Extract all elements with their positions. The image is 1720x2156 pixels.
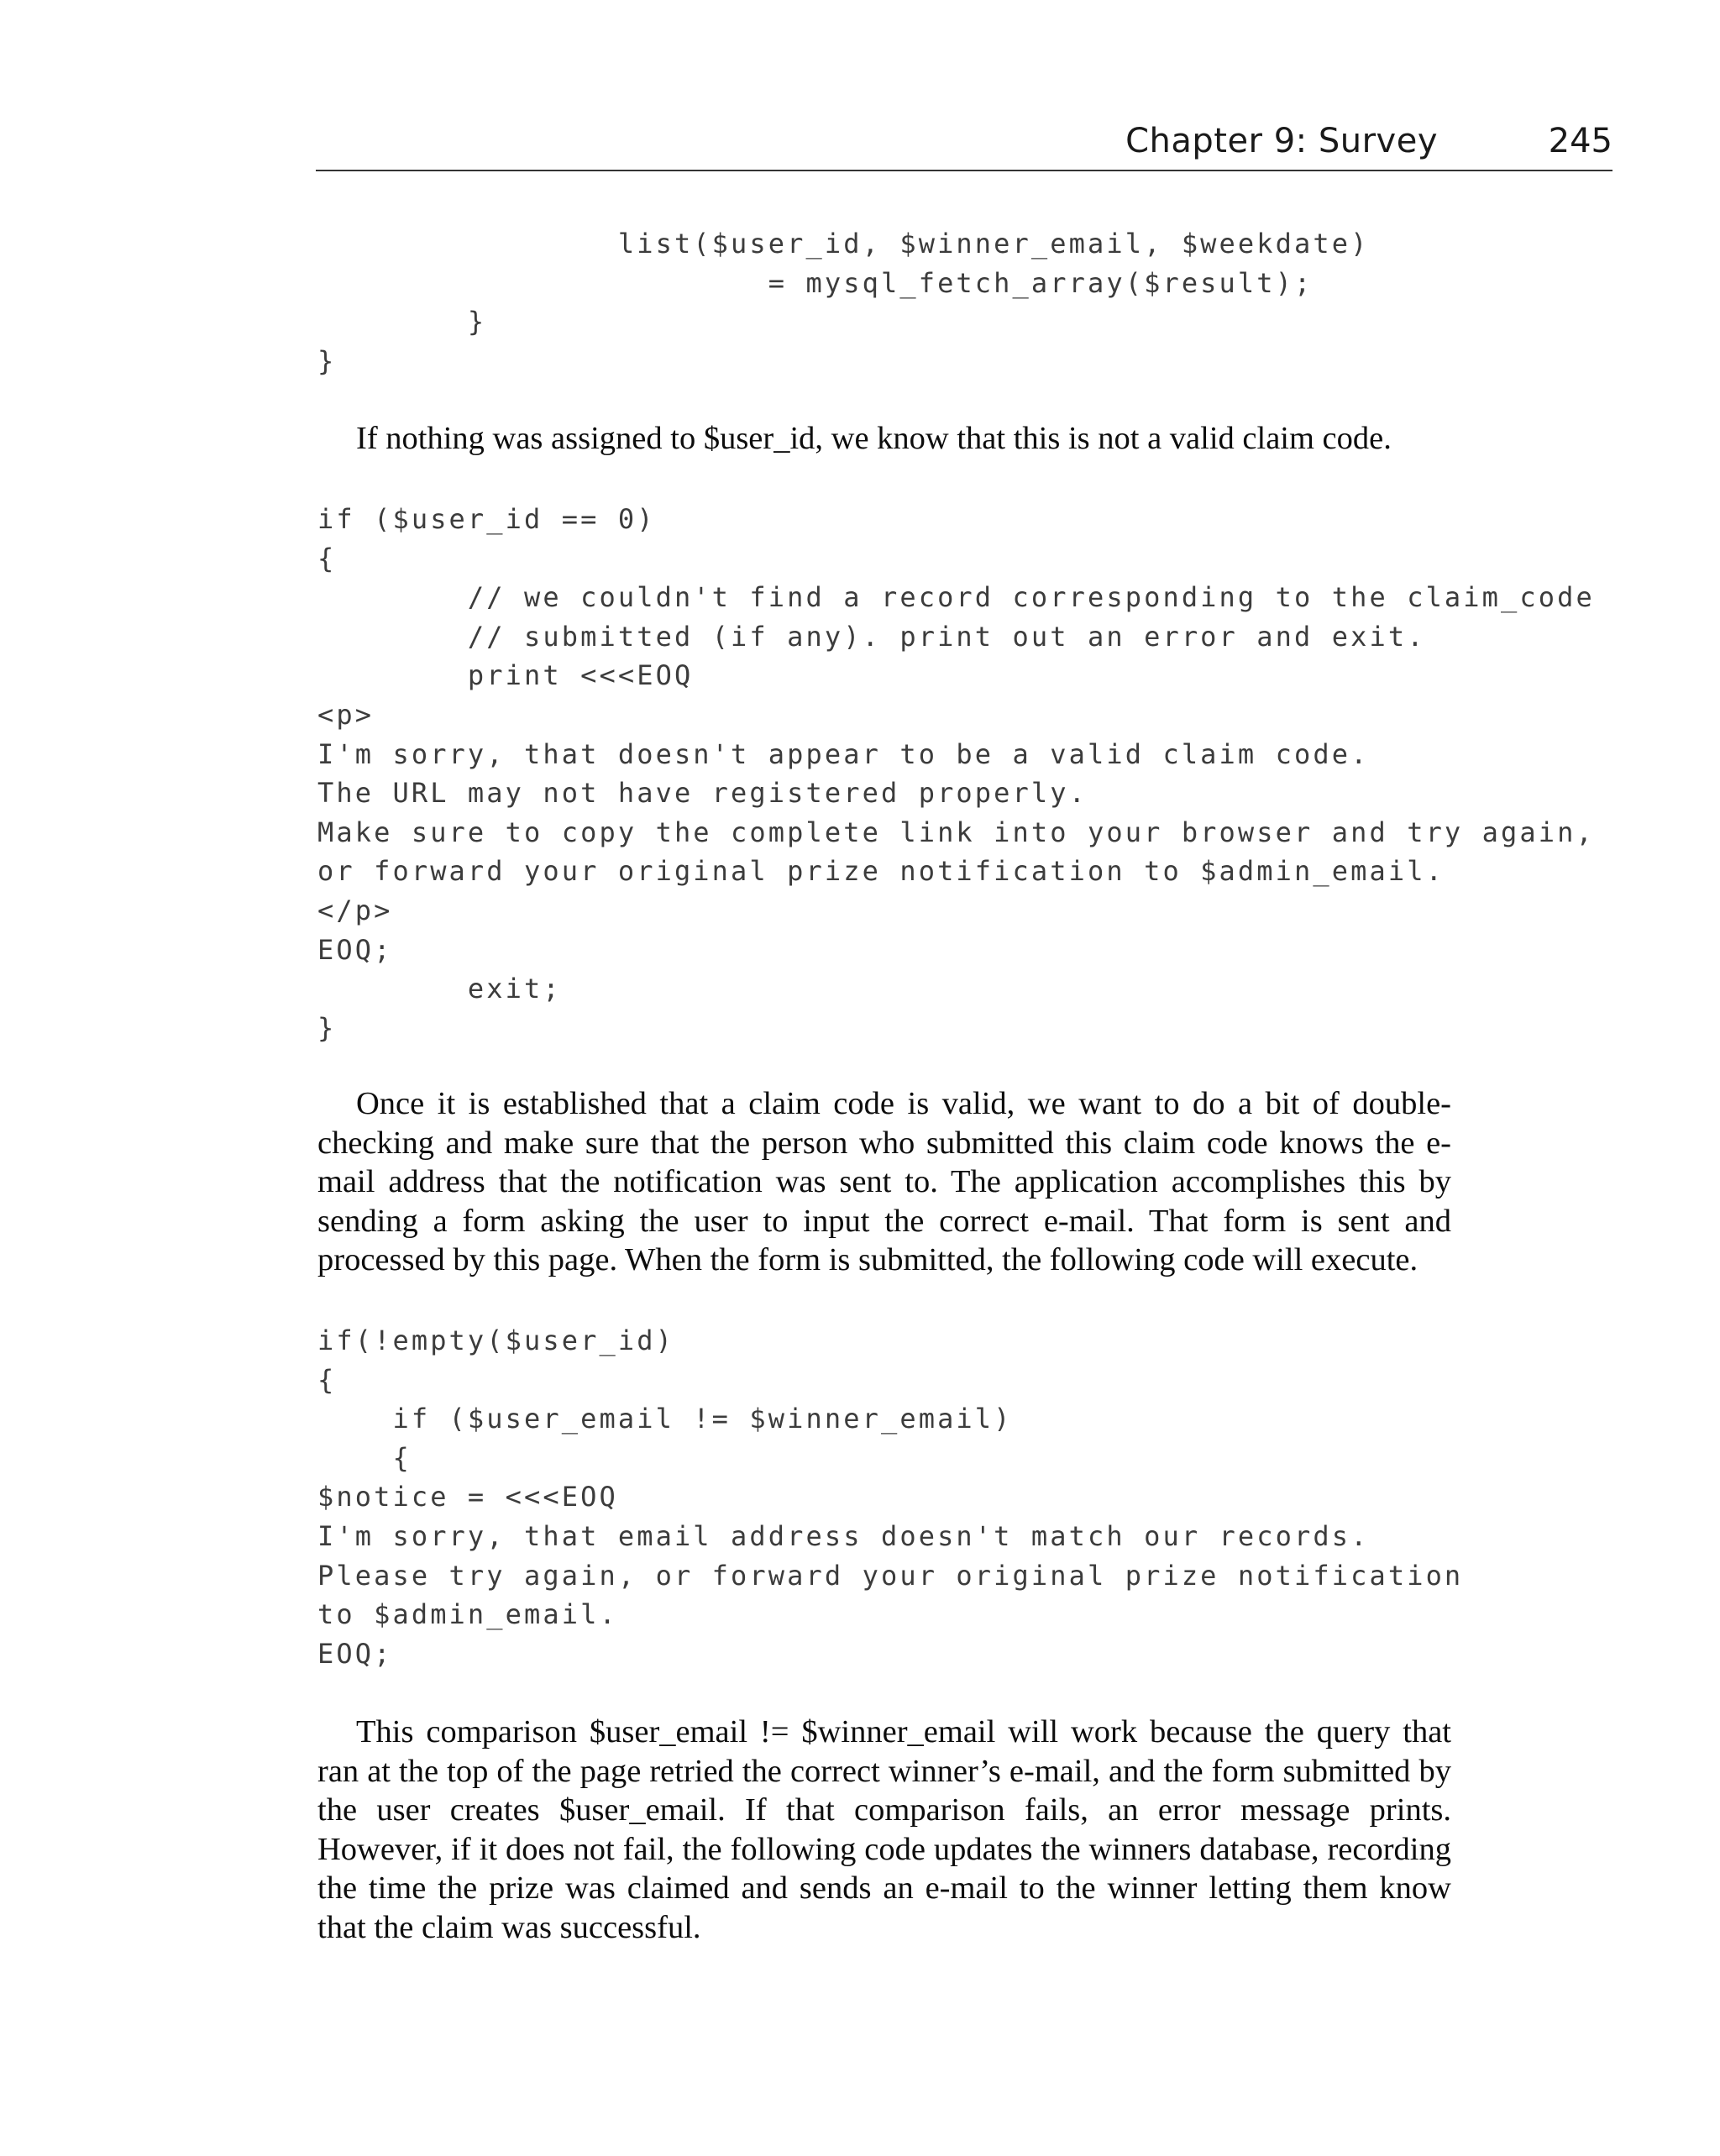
code-line: } (317, 306, 487, 338)
paragraph-invalid-claim: If nothing was assigned to $user_id, we know that this is not a valid claim code. (356, 421, 1392, 456)
code-line: = mysql_fetch_array($result); (317, 266, 1314, 299)
code-line: EOQ; (317, 933, 393, 966)
code-line: or forward your original prize notification to $admin_email. (317, 855, 1445, 888)
code-line: { (317, 1363, 337, 1396)
code-line: if(!empty($user_id) (317, 1325, 674, 1356)
paragraph-comparison: This comparison $user_email != $winner_email will work because the query that ran at the top of the page retried the correct winner’s e-mail, and the form submitted by the user creates $user_email. If that comparison fails, an error message prints. However, if it does not fail, the following code updates the winners database, recording the time the prize was claimed and sends an e-mail to the winner letting them know that the claim was successful. (317, 1714, 1451, 1945)
code-line: { (317, 1441, 412, 1474)
code-line: print <<<EOQ (317, 659, 694, 692)
code-line: I'm sorry, that email address doesn't match our records. (317, 1519, 1370, 1552)
code-line: $notice = <<<EOQ (317, 1481, 618, 1513)
code-line: exit; (317, 973, 562, 1005)
code-line: EOQ; (317, 1637, 393, 1670)
code-line: // we couldn't find a record corresponding to the claim_code (317, 581, 1595, 614)
code-line: to $admin_email. (317, 1598, 618, 1631)
code-line: </p> (317, 894, 393, 926)
code-line: // submitted (if any). print out an error and exit. (317, 620, 1426, 653)
code-line: Make sure to copy the complete link into your browser and try again, (317, 816, 1595, 848)
code-line: list($user_id, $winner_email, $weekdate) (317, 228, 1370, 260)
code-line: } (317, 1011, 337, 1044)
code-line: } (317, 344, 337, 377)
page-number: 245 (1548, 122, 1612, 160)
code-line: { (317, 542, 337, 574)
code-line: Please try again, or forward your original prize notification (317, 1559, 1464, 1592)
code-block-fetch (317, 224, 1369, 380)
code-line: if ($user_id == 0) (317, 503, 656, 535)
code-block-invalid-claim (317, 500, 1595, 1047)
code-line: The URL may not have registered properly. (317, 777, 1088, 810)
chapter-title: Chapter 9: Survey (1125, 122, 1438, 160)
paragraph-double-check: Once it is established that a claim code is valid, we want to do a bit of double-checking and make sure that the person who submitted this claim code knows the e-mail address that the notification was sent to. The application accomplishes this by sending a form asking the user to input the correct e-mail. That form is sent and processed by this page. When the form is submitted, the following code will execute. (317, 1086, 1451, 1278)
code-line: <p> (317, 698, 375, 731)
running-header (316, 118, 1612, 171)
code-block-email-check (317, 1321, 1463, 1673)
code-line: if ($user_email != $winner_email) (317, 1403, 1013, 1435)
code-line: I'm sorry, that doesn't appear to be a valid claim code. (317, 737, 1370, 770)
